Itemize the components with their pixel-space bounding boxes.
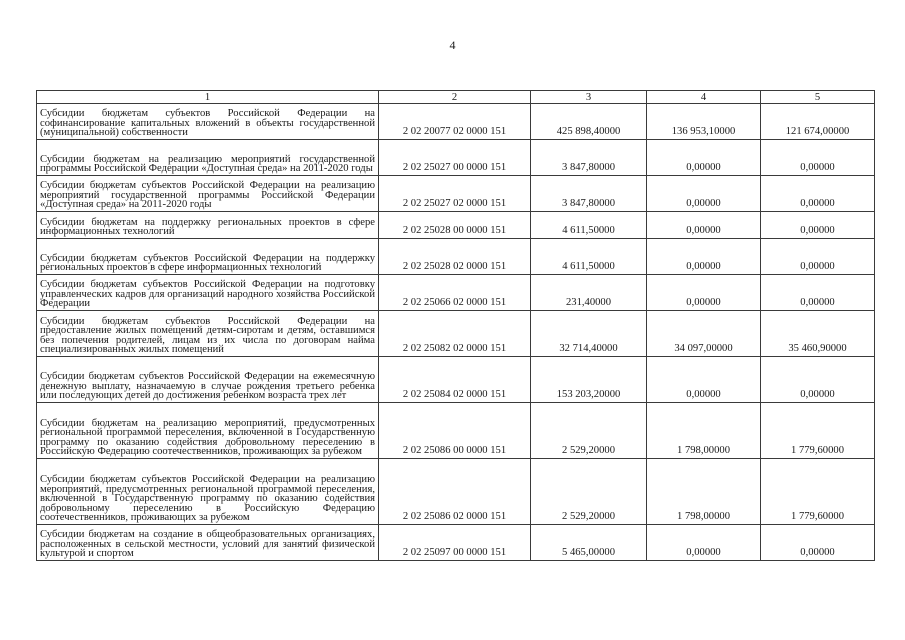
row-code: 2 02 25027 00 0000 151 bbox=[379, 140, 531, 176]
row-value-year-1: 4 611,50000 bbox=[531, 239, 647, 275]
row-value-year-3: 35 460,90000 bbox=[761, 311, 875, 357]
row-code: 2 02 25028 02 0000 151 bbox=[379, 239, 531, 275]
row-value-year-3: 121 674,00000 bbox=[761, 104, 875, 140]
row-value-year-2: 34 097,00000 bbox=[647, 311, 761, 357]
row-value-year-2: 1 798,00000 bbox=[647, 403, 761, 459]
row-value-year-3: 0,00000 bbox=[761, 140, 875, 176]
row-code: 2 02 25066 02 0000 151 bbox=[379, 275, 531, 311]
row-name: Субсидии бюджетам субъектов Российской Федерации на реализацию мероприятий, предусмотренных региональной программой переселения, включенной в Государственную программу по оказанию содействия добровольному переселению в Российскую Федерацию соотечественников, проживающих за рубежом bbox=[37, 459, 379, 525]
row-code: 2 02 25097 00 0000 151 bbox=[379, 525, 531, 561]
row-code: 2 02 25084 02 0000 151 bbox=[379, 357, 531, 403]
row-value-year-1: 5 465,00000 bbox=[531, 525, 647, 561]
row-value-year-3: 0,00000 bbox=[761, 525, 875, 561]
row-value-year-2: 0,00000 bbox=[647, 525, 761, 561]
row-value-year-1: 32 714,40000 bbox=[531, 311, 647, 357]
table-row bbox=[37, 275, 875, 311]
row-value-year-2: 1 798,00000 bbox=[647, 459, 761, 525]
row-value-year-1: 2 529,20000 bbox=[531, 459, 647, 525]
row-name: Субсидии бюджетам субъектов Российской Федерации на подготовку управленческих кадров для организаций народного хозяйства Российской Федерации bbox=[37, 275, 379, 311]
row-value-year-2: 136 953,10000 bbox=[647, 104, 761, 140]
row-code: 2 02 25027 02 0000 151 bbox=[379, 176, 531, 212]
row-code: 2 02 25086 02 0000 151 bbox=[379, 459, 531, 525]
column-header-3: 3 bbox=[531, 91, 647, 104]
row-name: Субсидии бюджетам субъектов Российской Федерации на ежемесячную денежную выплату, назначаемую в случае рождения третьего ребенка или последующих детей до достижения ребенком возраста трех лет bbox=[37, 357, 379, 403]
table-row bbox=[37, 403, 875, 459]
table-row bbox=[37, 525, 875, 561]
row-value-year-2: 0,00000 bbox=[647, 176, 761, 212]
row-value-year-3: 1 779,60000 bbox=[761, 459, 875, 525]
row-value-year-2: 0,00000 bbox=[647, 239, 761, 275]
row-value-year-3: 1 779,60000 bbox=[761, 403, 875, 459]
row-name: Субсидии бюджетам на создание в общеобразовательных организациях, расположенных в сельской местности, условий для занятий физической культурой и спортом bbox=[37, 525, 379, 561]
table-row bbox=[37, 104, 875, 140]
row-name: Субсидии бюджетам на реализацию мероприятий государственной программы Российской Федерации «Доступная среда» на 2011-2020 годы bbox=[37, 140, 379, 176]
row-value-year-2: 0,00000 bbox=[647, 140, 761, 176]
row-value-year-1: 4 611,50000 bbox=[531, 212, 647, 239]
column-header-5: 5 bbox=[761, 91, 875, 104]
row-value-year-1: 425 898,40000 bbox=[531, 104, 647, 140]
column-header-4: 4 bbox=[647, 91, 761, 104]
table-header-row bbox=[37, 91, 875, 104]
table-row bbox=[37, 357, 875, 403]
row-code: 2 02 25028 00 0000 151 bbox=[379, 212, 531, 239]
row-value-year-3: 0,00000 bbox=[761, 239, 875, 275]
row-value-year-2: 0,00000 bbox=[647, 212, 761, 239]
table-row bbox=[37, 239, 875, 275]
row-value-year-2: 0,00000 bbox=[647, 357, 761, 403]
table-row bbox=[37, 311, 875, 357]
row-name: Субсидии бюджетам субъектов Российской Федерации на реализацию мероприятий государственной программы Российской Федерации «Доступная среда» на 2011-2020 годы bbox=[37, 176, 379, 212]
row-code: 2 02 20077 02 0000 151 bbox=[379, 104, 531, 140]
row-name: Субсидии бюджетам на реализацию мероприятий, предусмотренных региональной программой переселения, включенной в Государственную программу по оказанию содействия добровольному переселению в Российскую Федерацию соотечественников, проживающих за рубежом bbox=[37, 403, 379, 459]
table-row bbox=[37, 212, 875, 239]
row-value-year-3: 0,00000 bbox=[761, 176, 875, 212]
table-row bbox=[37, 459, 875, 525]
page-number: 4 bbox=[449, 38, 456, 52]
row-name: Субсидии бюджетам на поддержку региональных проектов в сфере информационных технологий bbox=[37, 212, 379, 239]
row-value-year-3: 0,00000 bbox=[761, 275, 875, 311]
table-row bbox=[37, 140, 875, 176]
row-code: 2 02 25082 02 0000 151 bbox=[379, 311, 531, 357]
row-value-year-1: 231,40000 bbox=[531, 275, 647, 311]
row-name: Субсидии бюджетам субъектов Российской Федерации на поддержку региональных проектов в сфере информационных технологий bbox=[37, 239, 379, 275]
row-value-year-2: 0,00000 bbox=[647, 275, 761, 311]
column-header-1: 1 bbox=[37, 91, 379, 104]
row-value-year-1: 2 529,20000 bbox=[531, 403, 647, 459]
table-row bbox=[37, 176, 875, 212]
row-name: Субсидии бюджетам субъектов Российской Федерации на предоставление жилых помещений детям-сиротам и детям, оставшимся без попечения родителей, лицам из их числа по договорам найма специализированных жилых помещений bbox=[37, 311, 379, 357]
row-value-year-3: 0,00000 bbox=[761, 357, 875, 403]
column-header-2: 2 bbox=[379, 91, 531, 104]
row-value-year-1: 3 847,80000 bbox=[531, 140, 647, 176]
row-code: 2 02 25086 00 0000 151 bbox=[379, 403, 531, 459]
row-value-year-1: 153 203,20000 bbox=[531, 357, 647, 403]
row-value-year-3: 0,00000 bbox=[761, 212, 875, 239]
row-value-year-1: 3 847,80000 bbox=[531, 176, 647, 212]
row-name: Субсидии бюджетам субъектов Российской Федерации на софинансирование капитальных вложений в объекты государственной (муниципальной) собственности bbox=[37, 104, 379, 140]
budget-table bbox=[36, 90, 875, 561]
